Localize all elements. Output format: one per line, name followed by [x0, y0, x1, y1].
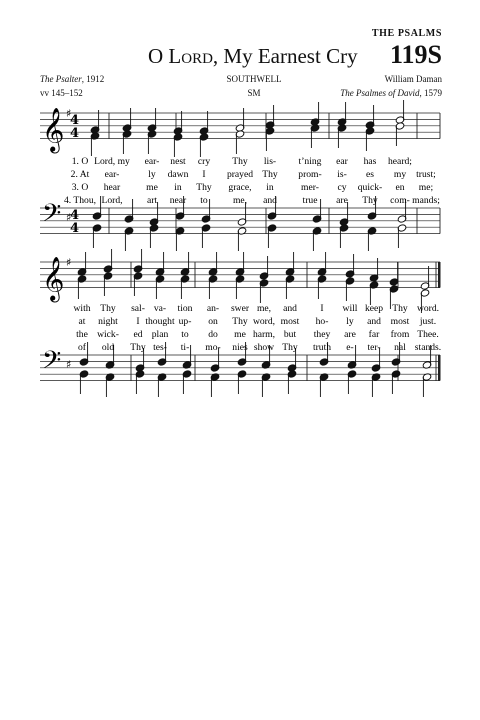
lyric-syllable: Thy [232, 316, 248, 327]
lyric-syllable: ed [133, 329, 143, 340]
lyric-syllable: ti- [180, 342, 190, 353]
lyric-syllable: prayed [226, 169, 254, 180]
lyric-syllable: they [313, 329, 331, 340]
lyric-syllable: near [169, 195, 187, 206]
key-signature-sharp: ♯ [66, 256, 72, 269]
lyric-syllable: ear [336, 156, 348, 167]
lyric-syllable: has [363, 156, 377, 167]
lyric-syllable: just. [419, 316, 437, 327]
lyric-syllable: up- [178, 316, 192, 327]
lyric-syllable: ter- [367, 342, 381, 353]
lyric-syllable: to [181, 329, 189, 340]
lyric-syllable: with [73, 303, 91, 314]
title-prefix: O [148, 44, 169, 68]
lyric-syllable: is- [337, 169, 347, 180]
lyric-syllable: thought [145, 316, 175, 327]
lyric-syllable: word. [416, 303, 440, 314]
lyric-syllable: heard; [388, 156, 412, 167]
lyric-syllable: stands. [414, 342, 442, 353]
music-source-title: The Psalmes of David [340, 88, 420, 98]
lyric-syllable: lis- [263, 156, 277, 167]
lyric-syllable: art [146, 195, 158, 206]
lyric-syllable: Thee. [417, 329, 439, 340]
text-source-title: The Psalter [40, 74, 82, 84]
lyric-syllable: show [253, 342, 275, 353]
lyric-syllable: truth [312, 342, 332, 353]
lyric-syllable: me [146, 182, 158, 193]
lyric-syllable: but [283, 329, 297, 340]
tune-name: SOUTHWELL [226, 74, 282, 84]
lyric-syllable: Thy [392, 303, 408, 314]
lyric-syllable: ly [148, 169, 156, 180]
lyric-syllable: me, [256, 303, 272, 314]
final-bar-thick [438, 355, 441, 381]
lyric-syllable: dawn [167, 169, 189, 180]
lyric-syllable: will [342, 303, 358, 314]
lyric-syllable: me, [232, 195, 248, 206]
lyric-syllable: Thy [282, 342, 298, 353]
lyric-syllable: and [283, 303, 297, 314]
lyric-syllable: trust; [416, 169, 436, 180]
lyric-syllable: tion [177, 303, 193, 314]
lyric-syllable: me; [418, 182, 434, 193]
lyric-syllable: from [390, 329, 410, 340]
lyric-syllable: com- [390, 195, 410, 206]
title-lord: Lord [168, 44, 213, 68]
lyric-syllable: es [366, 169, 374, 180]
lyric-syllable: harm, [252, 329, 276, 340]
lyric-syllable: an- [206, 303, 220, 314]
time-signature: 4 [70, 208, 80, 223]
lyric-syllable: nal [394, 342, 406, 353]
lyric-syllable: prom- [298, 169, 322, 180]
lyric-syllable: ear- [144, 156, 160, 167]
bass-clef: 𝄢 [42, 346, 62, 381]
lyric-syllable: va- [153, 303, 167, 314]
lyric-syllable: far [368, 329, 380, 340]
section-heading: THE PSALMS [371, 28, 442, 39]
lyric-syllable: to [200, 195, 208, 206]
lyric-syllable: Lord, my [94, 156, 130, 167]
time-signature: 4 [70, 113, 80, 128]
lyric-syllable: word, [252, 316, 276, 327]
lyric-syllable: Lord, [101, 195, 123, 206]
final-bar-thick [438, 262, 441, 288]
lyric-syllable: old [101, 342, 115, 353]
key-signature-sharp: ♯ [66, 358, 72, 371]
key-signature-sharp: ♯ [66, 107, 72, 120]
lyric-syllable: grace, [228, 182, 252, 193]
lyric-syllable: are [336, 195, 348, 206]
lyric-syllable: I [136, 316, 140, 327]
composer: William Daman [384, 74, 442, 84]
lyric-syllable: mer- [301, 182, 319, 193]
bass-clef: 𝄢 [42, 199, 62, 234]
key-signature-sharp: ♯ [66, 211, 72, 224]
lyric-syllable: hear [103, 182, 121, 193]
lyric-syllable: sal- [131, 303, 145, 314]
lyric-syllable: tes- [153, 342, 167, 353]
lyric-syllable: ear- [104, 169, 120, 180]
lyric-syllable: in [174, 182, 182, 193]
hymn-number: 119S [389, 40, 442, 69]
lyric-syllable: cry [197, 156, 211, 167]
lyric-syllable: mo- [205, 342, 221, 353]
lyric-syllable: nies [232, 342, 248, 353]
time-signature: 4 [70, 221, 80, 236]
lyric-syllable: Thy [130, 342, 146, 353]
text-source-year: , 1912 [81, 74, 105, 84]
lyric-syllable: en [395, 182, 405, 193]
lyric-syllable: t’ning [298, 156, 322, 167]
verse-reference: vv 145–152 [40, 88, 83, 98]
lyric-syllable: at [78, 316, 86, 327]
lyric-syllable: keep [364, 303, 384, 314]
lyric-syllable: true [302, 195, 318, 206]
lyric-syllable: and [367, 316, 381, 327]
lyric-syllable: wick- [97, 329, 119, 340]
lyric-syllable: mands; [412, 195, 440, 206]
music-source-year: , 1579 [419, 88, 442, 98]
lyric-syllable: my [393, 169, 407, 180]
lyric-syllable: 4. Thou, [63, 195, 97, 206]
lyric-syllable: Thy [196, 182, 212, 193]
lyric-syllable: 3. O [71, 182, 89, 193]
lyric-syllable: are [344, 329, 356, 340]
time-signature: 4 [70, 126, 80, 141]
lyric-syllable: ly [346, 316, 354, 327]
lyric-syllable: Thy [232, 156, 248, 167]
lyric-syllable: swer [230, 303, 250, 314]
treble-clef: 𝄞 [42, 107, 65, 152]
title-suffix: , My Earnest Cry [212, 44, 358, 68]
lyric-syllable: and [263, 195, 277, 206]
lyric-syllable: e- [346, 342, 354, 353]
meter: SM [247, 88, 261, 98]
lyric-syllable: Thy [100, 303, 116, 314]
treble-clef: 𝄞 [42, 256, 65, 301]
lyric-syllable: 1. O [71, 156, 89, 167]
lyric-syllable: of [78, 342, 86, 353]
lyric-syllable: do [208, 329, 218, 340]
lyric-syllable: Thy [262, 169, 278, 180]
lyric-syllable: 2. At [70, 169, 90, 180]
lyric-syllable: me [234, 329, 246, 340]
lyric-syllable: ho- [315, 316, 329, 327]
lyric-syllable: plan [151, 329, 169, 340]
lyric-syllable: on [208, 316, 218, 327]
lyric-syllable: I [202, 169, 206, 180]
lyric-syllable: quick- [357, 182, 383, 193]
lyric-syllable: in [266, 182, 274, 193]
lyric-syllable: most [390, 316, 410, 327]
lyric-syllable: cy [337, 182, 347, 193]
lyric-syllable: I [320, 303, 324, 314]
lyric-syllable: the [76, 329, 88, 340]
lyric-syllable: Thy [362, 195, 378, 206]
lyric-syllable: night [98, 316, 118, 327]
lyric-syllable: most [280, 316, 300, 327]
lyric-syllable: nest [170, 156, 186, 167]
